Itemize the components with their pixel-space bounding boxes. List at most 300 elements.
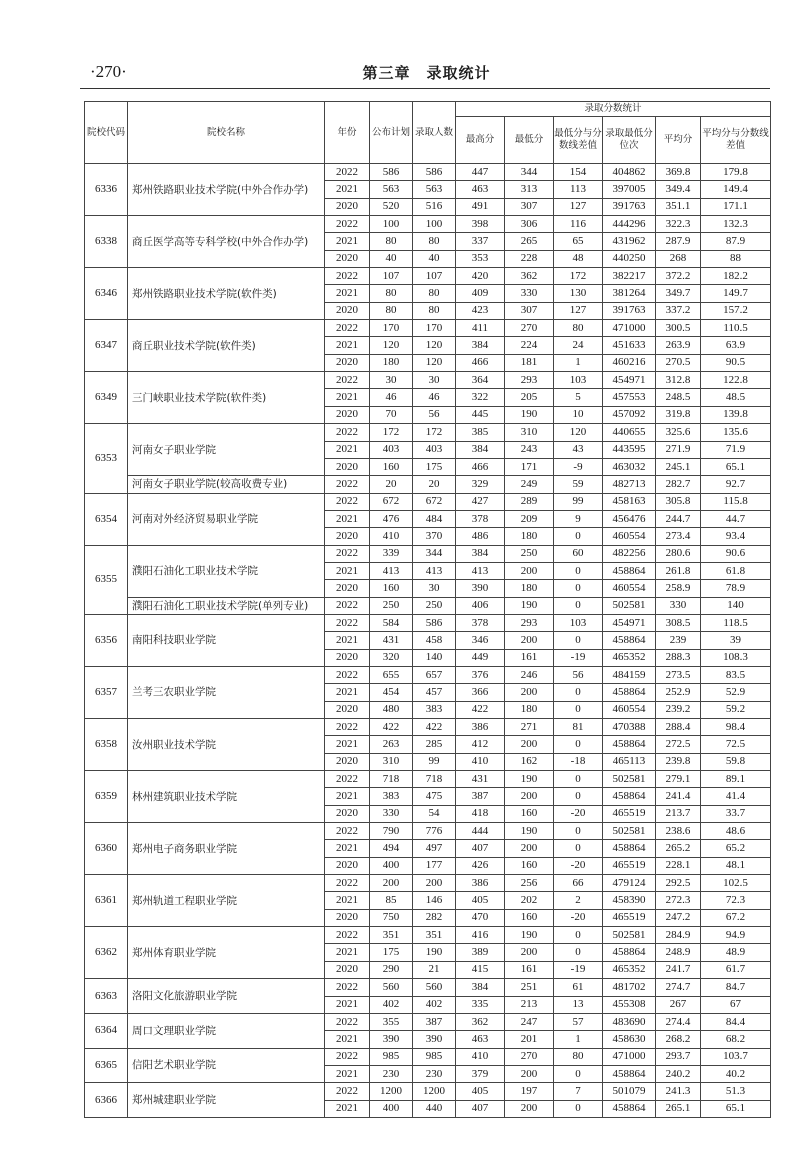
avg-gap-cell: 90.6 (701, 545, 771, 562)
min-gap-cell: 81 (554, 719, 603, 736)
avg-gap-cell: 92.7 (701, 476, 771, 493)
min-gap-cell: 7 (554, 1083, 603, 1100)
min-rank-cell: 460554 (603, 580, 656, 597)
max-cell: 410 (456, 1048, 505, 1065)
avg-gap-cell: 48.9 (701, 944, 771, 961)
school-code: 6358 (85, 719, 128, 771)
min-rank-cell: 482713 (603, 476, 656, 493)
avg-gap-cell: 132.3 (701, 216, 771, 233)
avg-gap-cell: 72.5 (701, 736, 771, 753)
year-cell: 2022 (325, 1013, 370, 1030)
school-name: 濮阳石油化工职业技术学院(单列专业) (128, 597, 325, 614)
min-cell: 201 (505, 1031, 554, 1048)
min-rank-cell: 471000 (603, 320, 656, 337)
min-gap-cell: 103 (554, 614, 603, 631)
max-cell: 384 (456, 441, 505, 458)
table-row (85, 216, 771, 233)
min-rank-cell: 458864 (603, 684, 656, 701)
avg-gap-cell: 65.2 (701, 840, 771, 857)
max-cell: 405 (456, 1083, 505, 1100)
min-gap-cell: 0 (554, 1100, 603, 1117)
min-rank-cell: 391763 (603, 302, 656, 319)
avg-cell: 312.8 (656, 372, 701, 389)
avg-cell: 228.1 (656, 857, 701, 874)
min-rank-cell: 456476 (603, 510, 656, 527)
max-cell: 463 (456, 181, 505, 198)
max-cell: 384 (456, 979, 505, 996)
min-cell: 190 (505, 597, 554, 614)
min-rank-cell: 482256 (603, 545, 656, 562)
year-cell: 2021 (325, 632, 370, 649)
avg-cell: 325.6 (656, 424, 701, 441)
avg-cell: 239.8 (656, 753, 701, 770)
min-rank-cell: 484159 (603, 666, 656, 683)
min-rank-cell: 440655 (603, 424, 656, 441)
avg-cell: 279.1 (656, 771, 701, 788)
avg-gap-cell: 40.2 (701, 1065, 771, 1082)
admitted-cell: 99 (413, 753, 456, 770)
plan-cell: 584 (370, 614, 413, 631)
year-cell: 2021 (325, 181, 370, 198)
plan-cell: 310 (370, 753, 413, 770)
year-cell: 2022 (325, 614, 370, 631)
min-gap-cell: 0 (554, 771, 603, 788)
year-cell: 2020 (325, 528, 370, 545)
school-code: 6366 (85, 1083, 128, 1118)
min-rank-cell: 465519 (603, 909, 656, 926)
min-rank-cell: 397005 (603, 181, 656, 198)
year-cell: 2020 (325, 406, 370, 423)
min-cell: 246 (505, 666, 554, 683)
max-cell: 398 (456, 216, 505, 233)
avg-gap-cell: 122.8 (701, 372, 771, 389)
year-cell: 2022 (325, 268, 370, 285)
header-min: 最低分 (505, 117, 554, 164)
min-rank-cell: 404862 (603, 164, 656, 181)
avg-gap-cell: 33.7 (701, 805, 771, 822)
max-cell: 337 (456, 233, 505, 250)
admitted-cell: 100 (413, 216, 456, 233)
min-gap-cell: -19 (554, 649, 603, 666)
header-min-gap: 最低分与分数线差值 (554, 117, 603, 164)
year-cell: 2020 (325, 458, 370, 475)
min-gap-cell: 13 (554, 996, 603, 1013)
admitted-cell: 80 (413, 302, 456, 319)
school-code: 6336 (85, 164, 128, 216)
avg-gap-cell: 52.9 (701, 684, 771, 701)
avg-gap-cell: 115.8 (701, 493, 771, 510)
min-rank-cell: 454971 (603, 372, 656, 389)
table-row (85, 1048, 771, 1065)
max-cell: 418 (456, 805, 505, 822)
plan-cell: 400 (370, 1100, 413, 1117)
admitted-cell: 718 (413, 771, 456, 788)
max-cell: 486 (456, 528, 505, 545)
avg-cell: 247.2 (656, 909, 701, 926)
plan-cell: 85 (370, 892, 413, 909)
avg-cell: 272.3 (656, 892, 701, 909)
year-cell: 2021 (325, 1100, 370, 1117)
plan-cell: 400 (370, 857, 413, 874)
min-cell: 200 (505, 1065, 554, 1082)
min-rank-cell: 479124 (603, 875, 656, 892)
min-cell: 289 (505, 493, 554, 510)
min-cell: 202 (505, 892, 554, 909)
max-cell: 362 (456, 1013, 505, 1030)
year-cell: 2022 (325, 1083, 370, 1100)
avg-cell: 244.7 (656, 510, 701, 527)
year-cell: 2020 (325, 250, 370, 267)
min-cell: 200 (505, 736, 554, 753)
plan-cell: 390 (370, 1031, 413, 1048)
min-cell: 190 (505, 927, 554, 944)
min-rank-cell: 502581 (603, 597, 656, 614)
min-cell: 228 (505, 250, 554, 267)
header-avg-gap: 平均分与分数线差值 (701, 117, 771, 164)
min-gap-cell: 24 (554, 337, 603, 354)
avg-gap-cell: 139.8 (701, 406, 771, 423)
min-cell: 197 (505, 1083, 554, 1100)
max-cell: 415 (456, 961, 505, 978)
min-cell: 251 (505, 979, 554, 996)
min-gap-cell: 10 (554, 406, 603, 423)
min-cell: 362 (505, 268, 554, 285)
plan-cell: 494 (370, 840, 413, 857)
avg-gap-cell: 61.7 (701, 961, 771, 978)
table-row (85, 493, 771, 510)
avg-cell: 280.6 (656, 545, 701, 562)
min-cell: 344 (505, 164, 554, 181)
admitted-cell: 80 (413, 285, 456, 302)
min-cell: 265 (505, 233, 554, 250)
avg-cell: 248.9 (656, 944, 701, 961)
max-cell: 466 (456, 458, 505, 475)
admitted-cell: 54 (413, 805, 456, 822)
admitted-cell: 200 (413, 875, 456, 892)
admitted-cell: 387 (413, 1013, 456, 1030)
avg-gap-cell: 135.6 (701, 424, 771, 441)
school-name: 周口文理职业学院 (128, 1013, 325, 1048)
min-gap-cell: 61 (554, 979, 603, 996)
min-rank-cell: 457553 (603, 389, 656, 406)
min-rank-cell: 460554 (603, 528, 656, 545)
plan-cell: 160 (370, 458, 413, 475)
max-cell: 412 (456, 736, 505, 753)
avg-cell: 272.5 (656, 736, 701, 753)
max-cell: 322 (456, 389, 505, 406)
min-rank-cell: 465519 (603, 805, 656, 822)
admitted-cell: 170 (413, 320, 456, 337)
plan-cell: 480 (370, 701, 413, 718)
max-cell: 379 (456, 1065, 505, 1082)
plan-cell: 403 (370, 441, 413, 458)
school-name: 郑州轨道工程职业学院 (128, 875, 325, 927)
year-cell: 2022 (325, 372, 370, 389)
avg-cell: 308.5 (656, 614, 701, 631)
year-cell: 2022 (325, 476, 370, 493)
plan-cell: 520 (370, 198, 413, 215)
min-rank-cell: 458864 (603, 632, 656, 649)
admitted-cell: 46 (413, 389, 456, 406)
avg-gap-cell: 71.9 (701, 441, 771, 458)
school-name: 林州建筑职业技术学院 (128, 771, 325, 823)
avg-cell: 282.7 (656, 476, 701, 493)
min-cell: 200 (505, 1100, 554, 1117)
year-cell: 2021 (325, 684, 370, 701)
min-rank-cell: 458864 (603, 944, 656, 961)
plan-cell: 560 (370, 979, 413, 996)
year-cell: 2022 (325, 164, 370, 181)
plan-cell: 46 (370, 389, 413, 406)
year-cell: 2021 (325, 736, 370, 753)
avg-gap-cell: 41.4 (701, 788, 771, 805)
avg-cell: 293.7 (656, 1048, 701, 1065)
avg-cell: 319.8 (656, 406, 701, 423)
min-gap-cell: -20 (554, 857, 603, 874)
avg-gap-cell: 89.1 (701, 771, 771, 788)
min-cell: 224 (505, 337, 554, 354)
min-gap-cell: 65 (554, 233, 603, 250)
school-name: 洛阳文化旅游职业学院 (128, 979, 325, 1014)
min-gap-cell: 0 (554, 701, 603, 718)
max-cell: 426 (456, 857, 505, 874)
min-cell: 271 (505, 719, 554, 736)
min-rank-cell: 458864 (603, 562, 656, 579)
school-code: 6338 (85, 216, 128, 268)
admitted-cell: 230 (413, 1065, 456, 1082)
admitted-cell: 475 (413, 788, 456, 805)
year-cell: 2022 (325, 216, 370, 233)
min-gap-cell: 0 (554, 1065, 603, 1082)
min-gap-cell: 5 (554, 389, 603, 406)
avg-gap-cell: 103.7 (701, 1048, 771, 1065)
avg-cell: 263.9 (656, 337, 701, 354)
plan-cell: 320 (370, 649, 413, 666)
min-cell: 200 (505, 944, 554, 961)
min-cell: 200 (505, 788, 554, 805)
year-cell: 2020 (325, 649, 370, 666)
school-name: 郑州铁路职业技术学院(软件类) (128, 268, 325, 320)
page-number: ·270· (90, 62, 127, 81)
min-gap-cell: 57 (554, 1013, 603, 1030)
avg-cell: 273.4 (656, 528, 701, 545)
max-cell: 405 (456, 892, 505, 909)
min-rank-cell: 440250 (603, 250, 656, 267)
avg-gap-cell: 118.5 (701, 614, 771, 631)
header-max: 最高分 (456, 117, 505, 164)
school-name: 商丘职业技术学院(软件类) (128, 320, 325, 372)
max-cell: 385 (456, 424, 505, 441)
min-cell: 171 (505, 458, 554, 475)
min-rank-cell: 470388 (603, 719, 656, 736)
min-cell: 270 (505, 1048, 554, 1065)
admitted-cell: 172 (413, 424, 456, 441)
avg-gap-cell: 84.4 (701, 1013, 771, 1030)
admitted-cell: 285 (413, 736, 456, 753)
min-rank-cell: 458864 (603, 1065, 656, 1082)
avg-gap-cell: 59.8 (701, 753, 771, 770)
year-cell: 2020 (325, 701, 370, 718)
header-avg: 平均分 (656, 117, 701, 164)
avg-gap-cell: 179.8 (701, 164, 771, 181)
min-rank-cell: 465519 (603, 857, 656, 874)
table-row (85, 268, 771, 285)
admitted-cell: 146 (413, 892, 456, 909)
admitted-cell: 413 (413, 562, 456, 579)
min-gap-cell: 66 (554, 875, 603, 892)
plan-cell: 200 (370, 875, 413, 892)
plan-cell: 410 (370, 528, 413, 545)
plan-cell: 40 (370, 250, 413, 267)
min-cell: 160 (505, 909, 554, 926)
year-cell: 2022 (325, 771, 370, 788)
avg-cell: 240.2 (656, 1065, 701, 1082)
avg-gap-cell: 67 (701, 996, 771, 1013)
min-cell: 161 (505, 961, 554, 978)
year-cell: 2021 (325, 441, 370, 458)
year-cell: 2020 (325, 961, 370, 978)
plan-cell: 330 (370, 805, 413, 822)
admitted-cell: 672 (413, 493, 456, 510)
page-header (85, 58, 768, 88)
min-cell: 249 (505, 476, 554, 493)
admitted-cell: 107 (413, 268, 456, 285)
year-cell: 2022 (325, 979, 370, 996)
max-cell: 387 (456, 788, 505, 805)
max-cell: 384 (456, 337, 505, 354)
avg-gap-cell: 84.7 (701, 979, 771, 996)
min-rank-cell: 451633 (603, 337, 656, 354)
plan-cell: 263 (370, 736, 413, 753)
header-code: 院校代码 (85, 102, 128, 164)
max-cell: 386 (456, 719, 505, 736)
avg-cell: 300.5 (656, 320, 701, 337)
min-gap-cell: 103 (554, 372, 603, 389)
admitted-cell: 560 (413, 979, 456, 996)
year-cell: 2022 (325, 875, 370, 892)
table-row (85, 875, 771, 892)
min-cell: 180 (505, 528, 554, 545)
min-rank-cell: 454971 (603, 614, 656, 631)
admitted-cell: 30 (413, 580, 456, 597)
avg-gap-cell: 65.1 (701, 458, 771, 475)
min-rank-cell: 382217 (603, 268, 656, 285)
avg-cell: 265.1 (656, 1100, 701, 1117)
year-cell: 2022 (325, 424, 370, 441)
min-gap-cell: 127 (554, 198, 603, 215)
plan-cell: 30 (370, 372, 413, 389)
header-plan: 公布计划 (370, 102, 413, 164)
avg-gap-cell: 83.5 (701, 666, 771, 683)
plan-cell: 351 (370, 927, 413, 944)
table-row (85, 476, 771, 493)
year-cell: 2021 (325, 510, 370, 527)
min-cell: 307 (505, 302, 554, 319)
min-gap-cell: 0 (554, 580, 603, 597)
max-cell: 329 (456, 476, 505, 493)
table-row (85, 979, 771, 996)
table-row (85, 1083, 771, 1100)
min-rank-cell: 458864 (603, 736, 656, 753)
admitted-cell: 1200 (413, 1083, 456, 1100)
admitted-cell: 440 (413, 1100, 456, 1117)
max-cell: 353 (456, 250, 505, 267)
avg-gap-cell: 140 (701, 597, 771, 614)
plan-cell: 180 (370, 354, 413, 371)
avg-cell: 268.2 (656, 1031, 701, 1048)
min-rank-cell: 458864 (603, 1100, 656, 1117)
year-cell: 2021 (325, 892, 370, 909)
admitted-cell: 985 (413, 1048, 456, 1065)
max-cell: 413 (456, 562, 505, 579)
plan-cell: 80 (370, 233, 413, 250)
min-cell: 306 (505, 216, 554, 233)
avg-gap-cell: 59.2 (701, 701, 771, 718)
min-rank-cell: 391763 (603, 198, 656, 215)
year-cell: 2020 (325, 805, 370, 822)
avg-gap-cell: 63.9 (701, 337, 771, 354)
avg-gap-cell: 39 (701, 632, 771, 649)
admitted-cell: 458 (413, 632, 456, 649)
header-min-rank: 录取最低分位次 (603, 117, 656, 164)
chapter-title: 第三章 录取统计 (362, 64, 491, 82)
max-cell: 366 (456, 684, 505, 701)
year-cell: 2022 (325, 666, 370, 683)
min-cell: 247 (505, 1013, 554, 1030)
admitted-cell: 370 (413, 528, 456, 545)
min-cell: 200 (505, 562, 554, 579)
school-name: 郑州电子商务职业学院 (128, 823, 325, 875)
min-rank-cell: 501079 (603, 1083, 656, 1100)
year-cell: 2021 (325, 337, 370, 354)
min-rank-cell: 483690 (603, 1013, 656, 1030)
avg-cell: 241.3 (656, 1083, 701, 1100)
avg-cell: 239 (656, 632, 701, 649)
max-cell: 445 (456, 406, 505, 423)
school-code: 6346 (85, 268, 128, 320)
min-cell: 180 (505, 580, 554, 597)
avg-cell: 258.9 (656, 580, 701, 597)
min-cell: 205 (505, 389, 554, 406)
avg-gap-cell: 98.4 (701, 719, 771, 736)
min-gap-cell: 9 (554, 510, 603, 527)
avg-gap-cell: 48.5 (701, 389, 771, 406)
avg-cell: 369.8 (656, 164, 701, 181)
min-rank-cell: 458163 (603, 493, 656, 510)
admitted-cell: 422 (413, 719, 456, 736)
min-cell: 307 (505, 198, 554, 215)
admitted-cell: 21 (413, 961, 456, 978)
min-rank-cell: 502581 (603, 927, 656, 944)
max-cell: 410 (456, 753, 505, 770)
min-cell: 243 (505, 441, 554, 458)
min-rank-cell: 458390 (603, 892, 656, 909)
table-row (85, 545, 771, 562)
plan-cell: 454 (370, 684, 413, 701)
year-cell: 2022 (325, 597, 370, 614)
plan-cell: 170 (370, 320, 413, 337)
school-code: 6362 (85, 927, 128, 979)
school-name: 河南女子职业学院(较高收费专业) (128, 476, 325, 493)
table-body (85, 164, 771, 1118)
school-name: 三门峡职业技术学院(软件类) (128, 372, 325, 424)
plan-cell: 413 (370, 562, 413, 579)
avg-gap-cell: 110.5 (701, 320, 771, 337)
avg-gap-cell: 51.3 (701, 1083, 771, 1100)
min-cell: 293 (505, 372, 554, 389)
admitted-cell: 390 (413, 1031, 456, 1048)
avg-gap-cell: 102.5 (701, 875, 771, 892)
